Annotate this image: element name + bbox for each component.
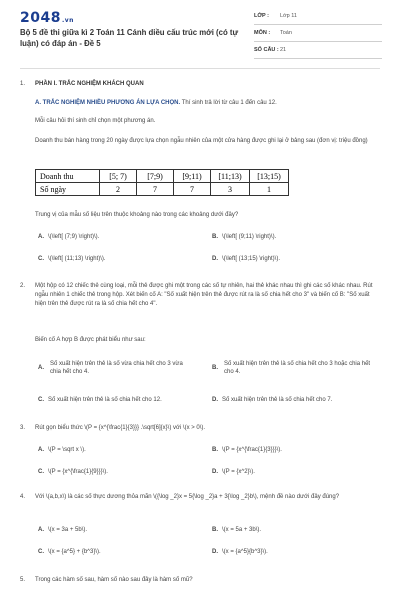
document-title: Bộ 5 đề thi giữa kì 2 Toán 11 Cánh diều cấu trúc mới (có tự luận) có đáp án - Đề 5 — [20, 28, 239, 48]
option-text: \(x = {a^5} + {b^3}\). — [48, 549, 101, 555]
data-table — [35, 169, 289, 196]
option-b[interactable] — [212, 233, 276, 241]
question-1 — [20, 80, 380, 270]
question-prompt: Trung vị của mẫu số liệu trên thuộc khoảng nào trong các khoảng dưới đây? — [35, 212, 239, 218]
option-text: \(P = {x^{\frac{1}{3}}}\). — [222, 447, 282, 453]
meta-value: 21 — [280, 47, 287, 53]
question-number: 5. — [20, 577, 26, 583]
option-b[interactable] — [212, 360, 377, 376]
table-cell: [13;15) — [250, 170, 289, 183]
part-subtitle — [35, 99, 380, 108]
option-key: D. — [212, 256, 218, 262]
part-title-text: PHẦN I. TRẮC NGHIỆM KHÁCH QUAN — [35, 81, 144, 87]
option-a[interactable] — [38, 233, 99, 241]
option-key: A. — [38, 365, 44, 371]
option-d[interactable] — [212, 396, 382, 404]
table-cell: 1 — [250, 183, 289, 196]
subtitle-bold: A. TRẮC NGHIỆM NHIỀU PHƯƠNG ÁN LỰA CHỌN. — [35, 100, 181, 106]
table-cell: [9;11) — [174, 170, 211, 183]
table-cell: 2 — [100, 183, 137, 196]
option-key: A. — [38, 527, 44, 533]
question-number: 2. — [20, 283, 26, 289]
option-text: \(x = 3a + 5b\). — [48, 527, 88, 533]
question-text: Một hộp có 12 chiếc thẻ cùng loại, mỗi thẻ được ghi một trong các số tự nhiên, hai thẻ khác nhau thì ghi các số khác nhau. Rút ngẫu nhiên 1 chiếc thẻ trong hộp. Xét biến cố A: "Số xuất hiện trên thẻ được rút ra là số chia hết cho 3" và biến cố B: "Số xuất hiện trên thẻ được rút ra là số chia hết cho 4". — [35, 283, 373, 307]
option-text: \(\left[ (11;13) \right)\). — [48, 256, 106, 262]
option-text: \(\left[ (9;11) \right)\). — [222, 234, 277, 240]
meta-label: MÔN : — [254, 30, 271, 36]
part-title — [35, 80, 380, 89]
option-key: D. — [212, 397, 218, 403]
option-c[interactable] — [38, 548, 101, 556]
option-text: \(P = \sqrt x \). — [48, 447, 86, 453]
question-5 — [20, 576, 380, 588]
question-2 — [20, 282, 380, 417]
meta-row-class — [254, 8, 382, 25]
option-text: \(\left[ (13;15) \right)\). — [222, 256, 281, 262]
table-cell: [11;13) — [211, 170, 250, 183]
option-a[interactable] — [38, 360, 188, 376]
table-row — [36, 170, 289, 183]
table-cell: Doanh thu — [36, 170, 100, 183]
logo-text: 2048 — [20, 10, 61, 26]
option-c[interactable] — [38, 396, 210, 404]
data-table-wrap — [35, 169, 380, 196]
option-text: \(P = {x^2}\). — [222, 469, 255, 475]
site-logo[interactable] — [20, 10, 74, 26]
meta-value: Toán — [280, 30, 292, 36]
question-number: 3. — [20, 425, 26, 431]
table-row — [36, 183, 289, 196]
option-a[interactable] — [38, 446, 86, 454]
table-cell: [5; 7) — [100, 170, 137, 183]
meta-row-subject — [254, 25, 382, 42]
option-key: D. — [212, 469, 218, 475]
header-divider — [20, 68, 380, 69]
question-3 — [20, 424, 380, 484]
question-sub: Biến cố A hợp B được phát biểu như sau: — [35, 337, 146, 343]
option-d[interactable] — [212, 255, 280, 263]
option-key: C. — [38, 549, 44, 555]
option-key: C. — [38, 256, 44, 262]
option-key: B. — [212, 447, 218, 453]
subtitle-rest: Thí sinh trả lời từ câu 1 đến câu 12. — [180, 100, 277, 106]
option-key: D. — [212, 549, 218, 555]
question-text: Với \(a,b,x\) là các số thực dương thỏa mãn \({\log _2}x = 5{\log _2}a + 3{\log _2}b\), mệnh đề nào dưới đây đúng? — [35, 494, 340, 500]
option-key: B. — [212, 365, 218, 371]
table-cell: 3 — [211, 183, 250, 196]
header — [0, 0, 400, 62]
option-c[interactable] — [38, 255, 106, 263]
question-text: Doanh thu bán hàng trong 20 ngày được lựa chọn ngẫu nhiên của một cửa hàng được ghi lại ở bảng sau (đơn vị: triệu đồng) — [35, 138, 368, 144]
option-text: \(P = {x^{\frac{1}{9}}}\). — [48, 469, 108, 475]
option-d[interactable] — [212, 468, 255, 476]
instruction: Mỗi câu hỏi thí sinh chỉ chọn một phương án. — [35, 118, 156, 124]
option-text: Số xuất hiện trên thẻ là số vừa chia hết cho 3 vừa chia hết cho 4. — [50, 361, 183, 375]
option-key: B. — [212, 234, 218, 240]
option-c[interactable] — [38, 468, 108, 476]
meta-value: Lớp 11 — [280, 13, 297, 19]
meta-label: LỚP : — [254, 13, 269, 19]
option-text: Số xuất hiện trên thẻ là số chia hết cho 12. — [48, 397, 162, 403]
table-cell: [7;9) — [137, 170, 174, 183]
question-text: Trong các hàm số sau, hàm số nào sau đây là hàm số mũ? — [35, 577, 193, 583]
option-d[interactable] — [212, 548, 268, 556]
meta-info — [254, 8, 382, 59]
question-number: 4. — [20, 494, 26, 500]
option-a[interactable] — [38, 526, 87, 534]
option-b[interactable] — [212, 446, 282, 454]
option-text: \(x = {a^5}{b^3}\). — [222, 549, 268, 555]
option-text: Số xuất hiện trên thẻ là số chia hết cho 7. — [222, 397, 333, 403]
option-text: \(x = 5a + 3b\). — [222, 527, 262, 533]
option-key: C. — [38, 469, 44, 475]
question-number: 1. — [20, 81, 26, 87]
meta-label: SỐ CÂU : — [254, 47, 279, 53]
option-key: A. — [38, 234, 44, 240]
option-text: Số xuất hiện trên thẻ là số chia hết cho 3 hoặc chia hết cho 4. — [224, 361, 371, 375]
table-cell: Số ngày — [36, 183, 100, 196]
question-4 — [20, 493, 380, 565]
logo-suffix: .vn — [61, 17, 74, 24]
option-key: B. — [212, 527, 218, 533]
meta-row-count — [254, 42, 382, 59]
option-text: \(\left[ (7;9) \right)\). — [48, 234, 100, 240]
option-key: C. — [38, 397, 44, 403]
table-cell: 7 — [137, 183, 174, 196]
question-text: Rút gọn biểu thức \(P = {x^{\frac{1}{3}}} .\sqrt[6]{x}\) với \(x > 0\). — [35, 425, 206, 431]
option-key: A. — [38, 447, 44, 453]
option-b[interactable] — [212, 526, 261, 534]
table-cell: 7 — [174, 183, 211, 196]
